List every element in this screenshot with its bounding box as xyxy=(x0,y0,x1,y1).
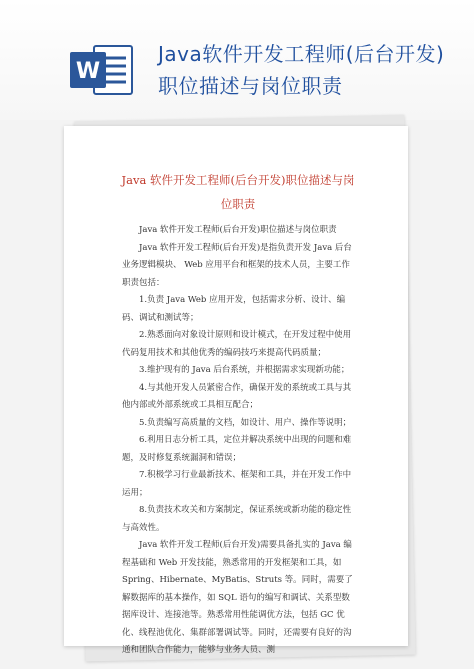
banner-title: Java软件开发工程师(后台开发)职位描述与岗位职责 xyxy=(158,42,445,98)
banner xyxy=(0,0,474,120)
paragraph: Java 软件开发工程师(后台开发)需要具备扎实的 Java 编程基础和 Web 开发技能，熟悉常用的开发框架和工具，如 Spring、Hibernate、MyBatis、Struts 等。同时，需要了解数据库的基本操作，如 SQL 语句的编写和调试、关系型数据库设计、连接池等。熟悉常用性能调优方法，包括 GC 优化、线程池优化、集群部署调试等。同时，还需要有良好的沟通和团队合作能力，能够与业务人员、测 xyxy=(122,540,353,655)
paragraph: 7.积极学习行业最新技术、框架和工具，并在开发工作中运用； xyxy=(122,470,352,498)
paragraph: 2.熟悉面向对象设计原则和设计模式，在开发过程中使用代码复用技术和其他优秀的编码技巧来提高代码质量； xyxy=(122,330,352,358)
paragraph: 1.负责 Java Web 应用开发，包括需求分析、设计、编码、调试和测试等； xyxy=(122,295,346,323)
word-document-icon xyxy=(68,42,136,98)
paragraph: 8.负责技术攻关和方案制定，保证系统或新功能的稳定性与高效性。 xyxy=(122,505,352,533)
word-icon-letter: W xyxy=(75,59,101,84)
document-title: Java 软件开发工程师(后台开发)职位描述与岗位职责 xyxy=(121,173,355,211)
paragraph: 6.利用日志分析工具，定位并解决系统中出现的问题和难题，及时修复系统漏洞和错误； xyxy=(122,435,352,463)
paragraph: 5.负责编写高质量的文档，如设计、用户、操作等说明； xyxy=(139,417,352,428)
document-page xyxy=(64,126,408,655)
document-body xyxy=(122,222,358,660)
paragraph: 3.维护现有的 Java 后台系统，并根据需求实现新功能； xyxy=(139,365,350,375)
paragraph: Java 软件开发工程师(后台开发)是指负责开发 Java 后台业务逻辑模块、 Web 应用平台和框架的技术人员，主要工作职责包括： xyxy=(122,242,352,288)
paragraph: Java 软件开发工程师(后台开发)职位描述与岗位职责 xyxy=(139,225,337,235)
paragraph: 4.与其他开发人员紧密合作，确保开发的系统或工具与其他内部或外部系统或工具相互配合； xyxy=(122,382,352,410)
